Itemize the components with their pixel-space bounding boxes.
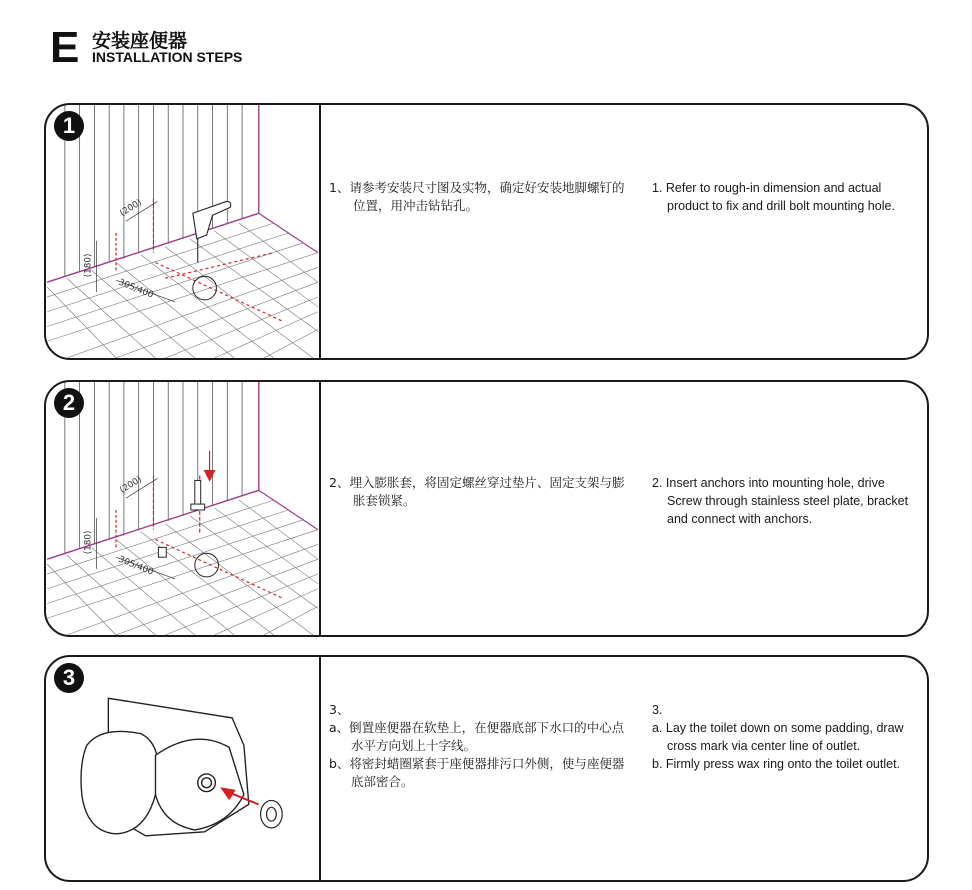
step-2-dim-height: (180): [83, 530, 94, 555]
step-2-illustration: [46, 382, 321, 635]
step-1-en-body: 1. Refer to rough-in dimension and actual product to fix and drill bolt mounting hole.: [652, 181, 895, 213]
step-3-drawing: [46, 657, 319, 880]
step-2-en-body: 2. Insert anchors into mounting hole, drive Screw through stainless steel plate, bracket and connect with anchors.: [652, 476, 909, 526]
step-2-text-en: [652, 474, 922, 528]
step-3-illustration: [46, 657, 321, 880]
step-1-drawing: [46, 105, 319, 358]
step-2-dim-distance: 305/400: [116, 554, 155, 578]
step-2-dim-offset: (200): [118, 474, 144, 496]
step-2-drawing: [46, 382, 319, 635]
step-1-dim-distance: 305/400: [116, 277, 155, 301]
step-3-zh-b: b、将密封蜡圈紧套于座便器排污口外侧，使与座便器底部密合。: [329, 756, 625, 789]
step-3-zh-a: a、倒置座便器在软垫上，在便器底部下水口的中心点水平方向划上十字线。: [329, 720, 625, 753]
step-1-dim-offset: (200): [118, 197, 144, 219]
section-letter: E: [50, 23, 80, 72]
section-title-zh: 安装座便器: [92, 30, 188, 52]
step-1-text-zh: [329, 179, 629, 215]
step-2-panel: [44, 380, 929, 637]
step-3-text-en: [652, 701, 922, 773]
step-1-dim-height: (180): [83, 253, 94, 278]
step-3-panel: [44, 655, 929, 882]
step-3-en-title: 3.: [652, 703, 663, 717]
step-2-text-zh: [329, 474, 629, 510]
step-1-number: 1: [54, 111, 84, 141]
step-3-zh-title: 3、: [329, 702, 350, 717]
step-3-text-zh: [329, 701, 629, 791]
section-title-en: INSTALLATION STEPS: [92, 49, 243, 65]
step-1-illustration: [46, 105, 321, 358]
step-1-panel: [44, 103, 929, 360]
step-2-number: 2: [54, 388, 84, 418]
step-1-text-en: [652, 179, 922, 215]
step-3-number: 3: [54, 663, 84, 693]
step-3-en-a: a. Lay the toilet down on some padding, draw cross mark via center line of outlet.: [652, 721, 904, 753]
step-1-zh-body: 1、请参考安装尺寸图及实物，确定好安装地脚螺钉的位置，用冲击钻钻孔。: [329, 180, 625, 213]
step-3-en-b: b. Firmly press wax ring onto the toilet outlet.: [652, 757, 901, 771]
step-2-zh-body: 2、埋入膨胀套，将固定螺丝穿过垫片、固定支架与膨胀套锁紧。: [329, 475, 625, 508]
